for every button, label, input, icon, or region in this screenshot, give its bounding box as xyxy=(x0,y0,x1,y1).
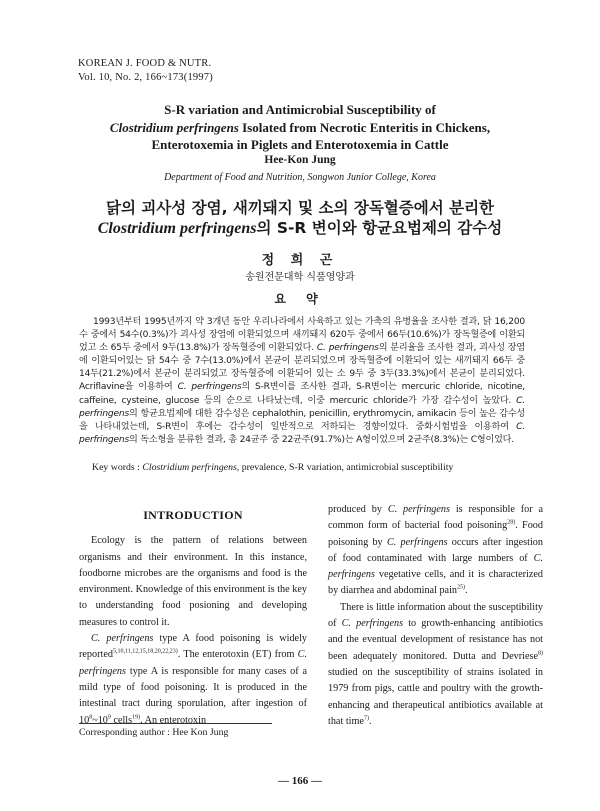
footnote-divider xyxy=(79,723,272,724)
korean-title xyxy=(40,198,560,239)
page-number: — 166 — xyxy=(278,775,322,787)
paragraph: produced by C. perfringens is responsible for a common form of bacterial food poisoning$^{28)}$. Food poisoning by C. perfringens occurs after ingestion of food contaminated with large numbers of C. perfringens vegetative cells, and it is characterized by diarrhea and abdominal pain$^{25)}$. xyxy=(328,504,543,597)
journal-volume: Vol. 10, No. 2, 166~173(1997) xyxy=(78,72,213,83)
korean-title-line-1: 닭의 괴사성 장염, 새끼돼지 및 소의 장독혈증에서 분리한 xyxy=(105,199,495,217)
author-affiliation: Department of Food and Nutrition, Songwon Junior College, Korea xyxy=(164,172,436,183)
korean-title-line-2: Clostridium perfringens의 S-R 변이와 항균요법제의 감수성 xyxy=(97,219,503,237)
paragraph: There is little information about the susceptibility of C. perfringens to growth-enhancing antibiotics and the eventual development of resistance has not been adequately monitored. Dutta and Devriese$^{8)}$ studied on the susceptibility of strains isolated in 1979 from pigs, cattle and poultry with the growth-enhancing and therapeutical antibiotics available at that time$^{7)}$. xyxy=(328,601,543,727)
korean-title-species: Clostridium perfringens xyxy=(97,220,257,237)
citation: 7) xyxy=(363,715,369,722)
citation: 19) xyxy=(132,714,141,721)
left-column xyxy=(79,507,307,729)
korean-affiliation: 송원전문대학 식품영양과 xyxy=(245,272,355,283)
species-name: Clostridium perfringens xyxy=(109,119,239,135)
english-title-line-1: S-R variation and Antimicrobial Susceptibility of xyxy=(164,102,436,117)
introduction-heading: INTRODUCTION xyxy=(143,508,243,522)
abstract-heading: 요 약 xyxy=(274,292,326,306)
paragraph: C. perfringens type A food poisoning is widely reported$^{5,10,11,12,15,18,20,22,23)}$. The enterotoxin (ET) from C. perfringens type A is responsible for many cases of a mild type of food poisoning. It is produced in the intestinal tract during sporulation, after ingestion of $10^8\sim 10^9$ cells$^{19)}$. An enterotoxin xyxy=(79,633,307,726)
citation: 28) xyxy=(507,519,516,526)
citation: 5,10,11,12,15,18,20,22,23) xyxy=(112,648,178,655)
right-column xyxy=(328,502,543,730)
korean-author-name: 정 희 곤 xyxy=(261,253,339,268)
author-name: Hee-Kon Jung xyxy=(264,154,336,166)
citation: 8) xyxy=(538,650,543,657)
corresponding-author-footnote: Corresponding author : Hee Kon Jung xyxy=(79,727,229,738)
paragraph: Ecology is the pattern of relations between organisms and their environment. In this instance, foodborne microbes are the organisms and food is the environment. Knowledge of this environment is the key to understanding food posioning and developing measures to control it. xyxy=(79,535,307,628)
journal-citation xyxy=(78,57,213,85)
journal-name: KOREAN J. FOOD & NUTR. xyxy=(78,58,212,69)
abstract-text: 1993년부터 1995년까지 약 3개년 동안 우리나라에서 사육하고 있는 가축의 유병율을 조사한 결과, 닭 16,200수 중에서 54수(0.3%)가 괴사성 장염에 이환되었으며 새끼돼지 620두 중에서 66두(10.6%)가 장독혈증에 이환되었고 소 65두 중에서 9두(13.8%)가 장독혈증에 이환되었다. C. perfringens의 분리율을 조사한 결과, 괴사성 장염에 이환되어있는 닭 54수 중 7수(13.0%)에서 본균이 분리되었으며 장독혈증에 이환되어 있는 새끼돼지 66두 중 14두(21.2%)에서 본균이 분리되었고 장독혈증에 이환되어 있는 소 9두 중 3두(33.3%)에서 본균이 분리되었다. Acriflavine을 이용하여 C. perfringens의 S-R변이를 조사한 결과, S-R변이는 mercuric chloride, nicotine, caffeine, cysteine, glucose 등의 순으로 나타났는데, 이중 mercuric chloride가 가장 감수성이 높았다. C. perfringens의 항균요법제에 대한 감수성은 cephalothin, penicillin, erythromycin, amikacin 등이 높은 감수성을 나타내었는데, S-R변이 후에는 감수성이 일반적으로 저하되는 경향이었다. 중화시험법을 이용하여 C. perfringens의 독소형을 분류한 결과, 총 24균주 중 22균주(91.7%)는 A형이었으며 2균주(8.3%)는 C형이었다. xyxy=(79,317,525,445)
english-title-line-3: Enterotoxemia in Piglets and Enterotoxemia in Cattle xyxy=(151,137,449,152)
english-title xyxy=(60,101,540,154)
keywords: Key words : Clostridium perfringens, prevalence, S-R variation, antimicrobial susceptibility xyxy=(92,462,454,473)
english-title-line-2: Clostridium perfringens Isolated from Necrotic Enteritis in Chickens, xyxy=(109,119,491,135)
citation: 25) xyxy=(457,585,465,592)
